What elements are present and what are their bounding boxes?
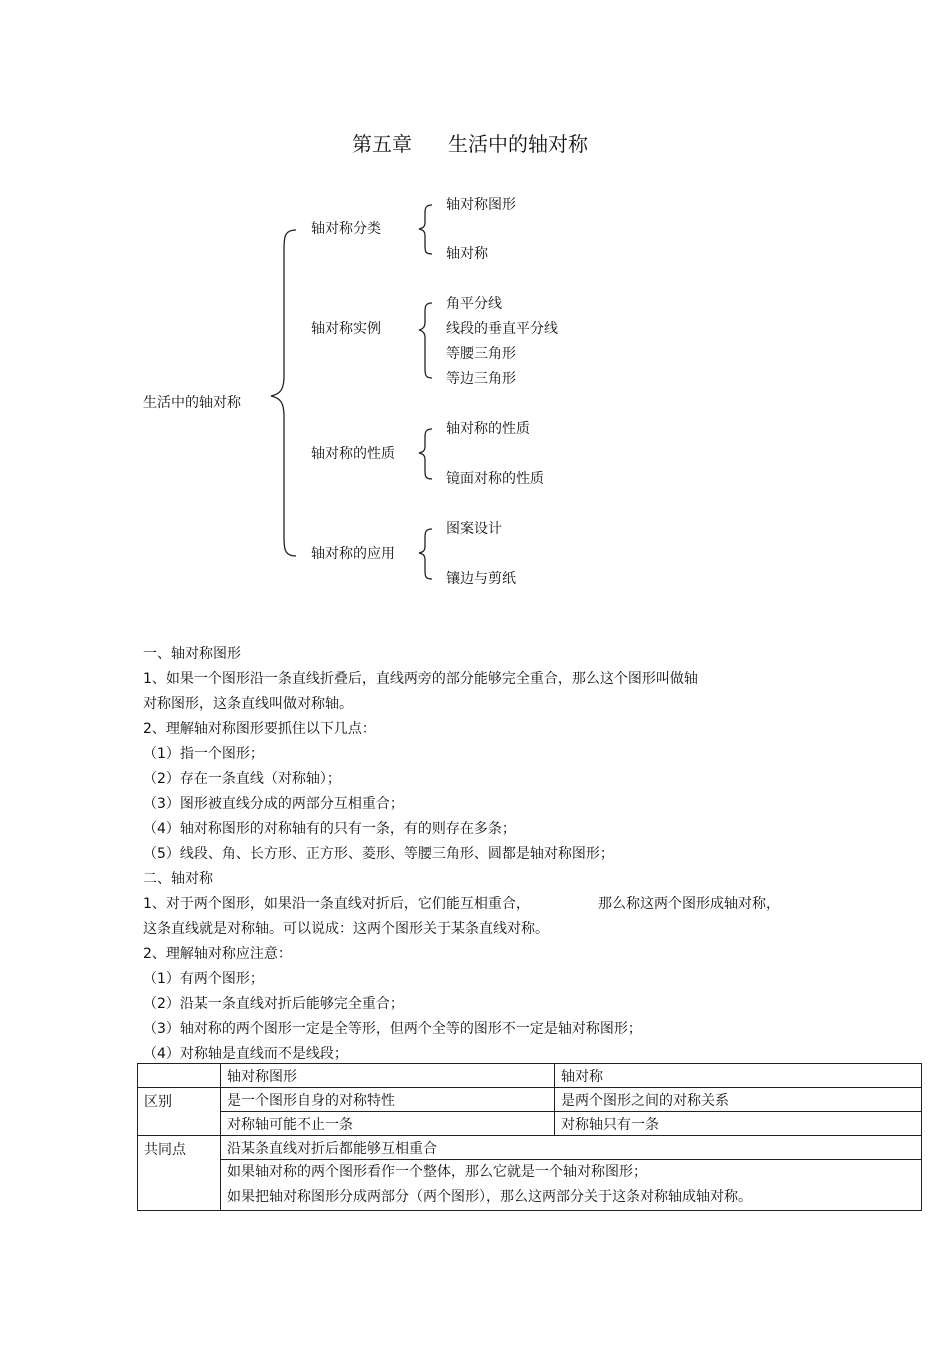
text-line: 对称图形，这条直线叫做对称轴。 <box>143 696 353 712</box>
mindmap-leaf: 图案设计 <box>446 521 502 537</box>
branch-brace-3 <box>419 429 432 479</box>
text-line: 2、理解轴对称应注意： <box>143 946 292 962</box>
table-row <box>138 1112 922 1136</box>
mindmap-leaf: 线段的垂直平分线 <box>446 321 558 337</box>
section-heading-2: 二、轴对称 <box>143 871 213 887</box>
table-row <box>138 1088 922 1112</box>
mindmap-leaf: 等边三角形 <box>446 371 516 387</box>
list-item: （5）线段、角、长方形、正方形、菱形、等腰三角形、圆都是轴对称图形； <box>143 846 614 862</box>
table-header-cell <box>138 1064 221 1088</box>
table-cell <box>221 1160 922 1211</box>
common-note-line: 如果把轴对称图形分成两部分（两个图形），那么这两部分关于这条对称轴成轴对称。 <box>227 1189 752 1205</box>
text-line: 1、对于两个图形，如果沿一条直线对折后，它们能互相重合， <box>143 896 530 912</box>
mindmap-branch-2: 轴对称实例 <box>311 321 381 337</box>
list-item: （4）对称轴是直线而不是线段； <box>143 1046 348 1062</box>
table-cell: 沿某条直线对折后都能够互相重合 <box>221 1136 922 1160</box>
table-header-row <box>138 1064 922 1088</box>
common-note-line: 如果轴对称的两个图形看作一个整体，那么它就是一个轴对称图形； <box>227 1164 647 1180</box>
table-row <box>138 1160 922 1211</box>
mindmap-leaf: 镜面对称的性质 <box>446 471 544 487</box>
root-brace <box>271 230 296 556</box>
text-line: 1、如果一个图形沿一条直线折叠后，直线两旁的部分能够完全重合，那么这个图形叫做轴 <box>143 671 698 687</box>
text-line: 这条直线就是对称轴。可以说成：这两个图形关于某条直线对称。 <box>143 921 549 937</box>
mindmap-leaf: 轴对称 <box>446 246 488 262</box>
mindmap-leaf: 镶边与剪纸 <box>446 571 516 587</box>
list-item: （1）指一个图形； <box>143 746 264 762</box>
table-cell: 是一个图形自身的对称特性 <box>221 1088 555 1112</box>
mindmap-leaf: 轴对称的性质 <box>446 421 530 437</box>
mindmap-branch-4: 轴对称的应用 <box>311 546 395 562</box>
list-item: （4）轴对称图形的对称轴有的只有一条，有的则存在多条； <box>143 821 516 837</box>
diff-label-cell: 区别 <box>138 1088 221 1136</box>
chapter-number: 第五章 <box>352 132 412 156</box>
mindmap-branch-1: 轴对称分类 <box>311 221 381 237</box>
table-header-cell: 轴对称 <box>555 1064 922 1088</box>
mindmap-branch-3: 轴对称的性质 <box>311 446 395 462</box>
mindmap-leaf: 等腰三角形 <box>446 346 516 362</box>
list-item: （2）沿某一条直线对折后能够完全重合； <box>143 996 404 1012</box>
table-row <box>138 1136 922 1160</box>
text-line-continuation: 那么称这两个图形成轴对称， <box>598 896 780 912</box>
table-cell: 是两个图形之间的对称关系 <box>555 1088 922 1112</box>
comparison-table <box>137 1063 922 1211</box>
chapter-name: 生活中的轴对称 <box>448 132 588 156</box>
list-item: （3）图形被直线分成的两部分互相重合； <box>143 796 404 812</box>
list-item: （3）轴对称的两个图形一定是全等形，但两个全等的图形不一定是轴对称图形； <box>143 1021 642 1037</box>
list-item: （1）有两个图形； <box>143 971 264 987</box>
table-cell: 对称轴只有一条 <box>555 1112 922 1136</box>
table-header-cell: 轴对称图形 <box>221 1064 555 1088</box>
mindmap-leaf: 轴对称图形 <box>446 197 516 213</box>
branch-brace-1 <box>419 205 432 254</box>
common-label-cell: 共同点 <box>138 1136 221 1211</box>
table-cell: 对称轴可能不止一条 <box>221 1112 555 1136</box>
mindmap-leaf: 角平分线 <box>446 296 502 312</box>
list-item: （2）存在一条直线（对称轴）； <box>143 771 341 787</box>
mindmap-root: 生活中的轴对称 <box>143 395 241 411</box>
section-heading-1: 一、轴对称图形 <box>143 646 241 662</box>
branch-brace-4 <box>419 529 432 579</box>
branch-brace-2 <box>419 303 432 378</box>
text-line: 2、理解轴对称图形要抓住以下几点： <box>143 721 376 737</box>
